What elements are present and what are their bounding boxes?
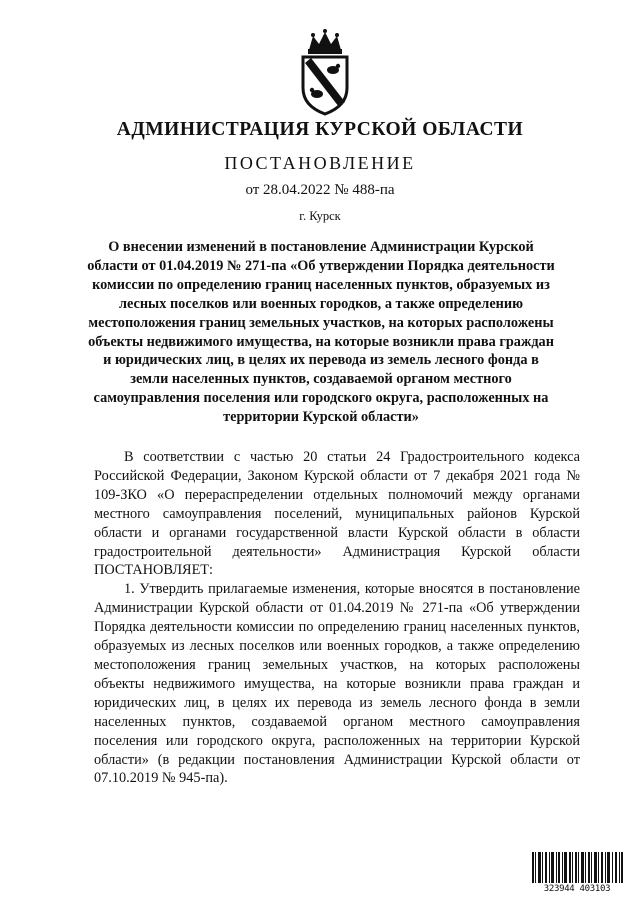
- preamble-paragraph: В соответствии с частью 20 статьи 24 Градостроительного кодекса Российской Федерации, Законом Курской области от 7 декабря 2021 года № 109-ЗКО «О перераспределении отдельных полномочий между органами местного самоуправления поселений, муниципальных районов Курской области и органами государственной власти Курской области в области градостроительной деятельности» Администрация Курской области ПОСТАНОВЛЯЕТ:: [94, 449, 580, 579]
- document-title: О внесении изменений в постановление Администрации Курской области от 01.04.2019 № 271-па «Об утверждении Порядка деятельности комиссии по определению границ населенных пунктов, образуемых из лесных поселков или военных городков, а также определению местоположения границ земельных участков, на которых расположены объекты недвижимого имущества, на которые возникли права граждан и юридических лиц, в целях их перевода из земель лесного фонда в земли населенных пунктов, создаваемой органом местного самоуправления поселения или городского округа, расположенных на территории Курской области»: [87, 239, 555, 426]
- document-body: [94, 448, 580, 788]
- barcode: [531, 852, 623, 896]
- barcode-icon: [531, 852, 623, 883]
- kursk-coat-of-arms-icon: [295, 28, 355, 118]
- item-1-paragraph: 1. Утвердить прилагаемые изменения, которые вносятся в постановление Администрации Курской области от 01.04.2019 № 271-па «Об утверждении Порядка деятельности комиссии по определению границ населенных пунктов, образуемых из лесных поселков или военных городков, а также определению местоположения границ земельных участков, на которых расположены объекты недвижимого имущества, на которые возникли права граждан и юридических лиц, в целях их перевода из земель лесного фонда в земли населенных пунктов, создаваемой органом местного самоуправления поселения или городского округа, расположенных на территории Курской области» (в редакции постановления Администрации Курской области от 07.10.2019 № 945-па).: [94, 581, 580, 787]
- document-type: ПОСТАНОВЛЕНИЕ: [224, 153, 416, 173]
- barcode-number: 323944 403103: [543, 884, 611, 894]
- document-date-number: от 28.04.2022 № 488-па: [245, 182, 395, 198]
- organization-name: АДМИНИСТРАЦИЯ КУРСКОЙ ОБЛАСТИ: [116, 119, 524, 140]
- document-city: г. Курск: [299, 209, 341, 223]
